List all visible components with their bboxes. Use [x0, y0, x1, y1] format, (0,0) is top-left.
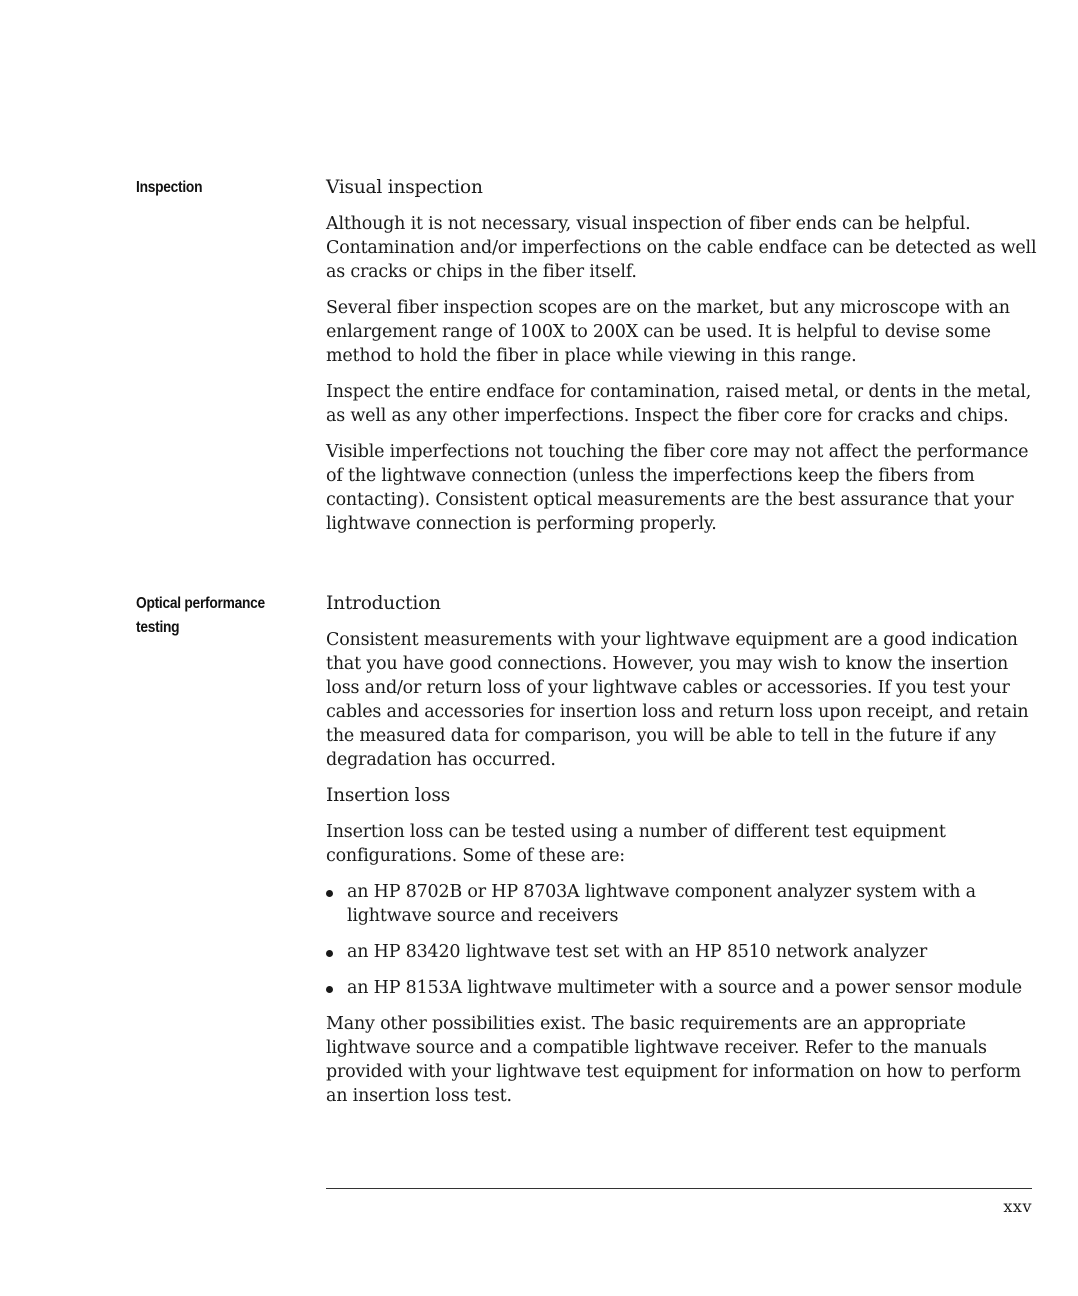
bullet-icon: [326, 986, 333, 993]
inspection-body: [326, 176, 1042, 548]
side-heading-line-2: testing: [136, 619, 180, 636]
paragraph: Inspect the entire endface for contamination, raised metal, or dents in the metal, as well as any other imperfections. Inspect the fiber core for cracks and chips.: [326, 382, 1032, 426]
paragraph-introduction: Consistent measurements with your lightwave equipment are a good indication that you have good connections. However, you may wish to know the insertion loss and/or return loss of your lightwave cables or accessories. If you test your cables and accessories for insertion loss and return loss upon receipt, and retain the measured data for comparison, you will be able to tell in the future if any degradation has occurred.: [326, 630, 1029, 770]
page-number: xxv: [1003, 1197, 1032, 1216]
paragraph-closing: Many other possibilities exist. The basic requirements are an appropriate lightwave source and a compatible lightwave receiver. Refer to the manuals provided with your lightwave test equipment for information on how to perform an insertion loss test.: [326, 1014, 1021, 1106]
subheading-visual-inspection: Visual inspection: [326, 177, 483, 198]
equipment-list: [326, 880, 1042, 1000]
side-heading-optical-performance: [136, 592, 282, 640]
paragraph: Although it is not necessary, visual inspection of fiber ends can be helpful. Contamination and/or imperfections on the cable endface can be detected as well as cracks or chips in the fiber itself.: [326, 214, 1037, 282]
side-heading-inspection: [136, 176, 282, 200]
paragraph-insertion-loss: Insertion loss can be tested using a number of different test equipment configurations. Some of these are:: [326, 822, 946, 866]
list-item-text: an HP 83420 lightwave test set with an HP 8510 network analyzer: [347, 942, 927, 962]
list-item: [326, 976, 1042, 1000]
side-heading-line-1: Optical performance: [136, 595, 265, 612]
list-item-text: an HP 8702B or HP 8703A lightwave component analyzer system with a lightwave source and receivers: [347, 882, 976, 926]
list-item: [326, 940, 1042, 964]
footer-rule: [326, 1188, 1032, 1189]
side-heading-label: Inspection: [136, 179, 203, 196]
subheading-introduction: Introduction: [326, 593, 441, 614]
list-item-text: an HP 8153A lightwave multimeter with a source and a power sensor module: [347, 978, 1022, 998]
bullet-icon: [326, 890, 333, 897]
list-item: [326, 880, 1042, 928]
paragraph: Several fiber inspection scopes are on the market, but any microscope with an enlargement range of 100X to 200X can be used. It is helpful to devise some method to hold the fiber in place while viewing in this range.: [326, 298, 1010, 366]
bullet-icon: [326, 950, 333, 957]
optical-body: [326, 592, 1042, 1120]
subheading-insertion-loss: Insertion loss: [326, 785, 451, 806]
paragraph: Visible imperfections not touching the fiber core may not affect the performance of the lightwave connection (unless the imperfections keep the fibers from contacting). Consistent optical measurements are the best assurance that your lightwave connection is performing properly.: [326, 442, 1029, 534]
